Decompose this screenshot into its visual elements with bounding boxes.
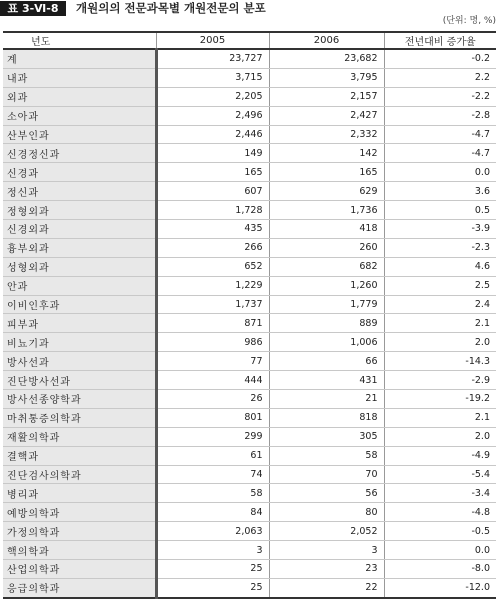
table-row — [3, 87, 496, 106]
specialty-cell: 계 — [3, 49, 156, 68]
value-2005-cell: 1,229 — [156, 276, 269, 295]
growth-rate-cell: -2.8 — [384, 106, 496, 125]
value-2005-cell: 2,446 — [156, 125, 269, 144]
table-row — [3, 49, 496, 68]
value-2006-cell: 56 — [269, 484, 384, 503]
value-2005-cell: 58 — [156, 484, 269, 503]
specialty-cell: 방사선종양학과 — [3, 390, 156, 409]
growth-rate-cell: -0.5 — [384, 522, 496, 541]
title-row — [0, 0, 500, 18]
table-row — [3, 220, 496, 239]
growth-rate-cell: -3.9 — [384, 220, 496, 239]
value-2006-cell: 682 — [269, 257, 384, 276]
specialty-cell: 신경과 — [3, 163, 156, 182]
specialty-cell: 핵의학과 — [3, 541, 156, 560]
growth-rate-cell: -2.3 — [384, 238, 496, 257]
distribution-table — [3, 31, 496, 599]
table-row — [3, 333, 496, 352]
value-2005-cell: 165 — [156, 163, 269, 182]
growth-rate-cell: 2.1 — [384, 314, 496, 333]
value-2006-cell: 2,052 — [269, 522, 384, 541]
specialty-cell: 신경외과 — [3, 220, 156, 239]
growth-rate-cell: -19.2 — [384, 390, 496, 409]
growth-rate-cell: 2.5 — [384, 276, 496, 295]
table-row — [3, 144, 496, 163]
value-2005-cell: 652 — [156, 257, 269, 276]
table-row — [3, 522, 496, 541]
unit-note: (단위: 명, %) — [442, 16, 496, 26]
growth-rate-cell: -2.9 — [384, 371, 496, 390]
table-number-tag: 표 3-Ⅵ-8 — [0, 1, 66, 16]
table-row — [3, 182, 496, 201]
value-2006-cell: 21 — [269, 390, 384, 409]
specialty-cell: 성형외과 — [3, 257, 156, 276]
header-row — [3, 32, 496, 49]
table-row — [3, 408, 496, 427]
specialty-cell: 진단방사선과 — [3, 371, 156, 390]
value-2006-cell: 22 — [269, 578, 384, 597]
value-2006-cell: 3 — [269, 541, 384, 560]
value-2005-cell: 986 — [156, 333, 269, 352]
table-row — [3, 560, 496, 579]
value-2006-cell: 1,736 — [269, 201, 384, 220]
column-header-year: 년도 — [3, 32, 156, 49]
table-row — [3, 446, 496, 465]
value-2005-cell: 444 — [156, 371, 269, 390]
specialty-cell: 흉부외과 — [3, 238, 156, 257]
value-2006-cell: 889 — [269, 314, 384, 333]
specialty-cell: 소아과 — [3, 106, 156, 125]
growth-rate-cell: 2.4 — [384, 295, 496, 314]
specialty-cell: 비뇨기과 — [3, 333, 156, 352]
value-2005-cell: 1,728 — [156, 201, 269, 220]
specialty-cell: 내과 — [3, 68, 156, 87]
table-row — [3, 465, 496, 484]
table-row — [3, 503, 496, 522]
value-2006-cell: 23,682 — [269, 49, 384, 68]
specialty-cell: 정신과 — [3, 182, 156, 201]
column-header-growth: 전년대비 증가율 — [384, 32, 496, 49]
value-2006-cell: 23 — [269, 560, 384, 579]
table-row — [3, 484, 496, 503]
value-2006-cell: 305 — [269, 427, 384, 446]
value-2005-cell: 61 — [156, 446, 269, 465]
table-row — [3, 541, 496, 560]
value-2005-cell: 2,205 — [156, 87, 269, 106]
value-2006-cell: 418 — [269, 220, 384, 239]
value-2005-cell: 25 — [156, 578, 269, 597]
table-row — [3, 238, 496, 257]
growth-rate-cell: 2.0 — [384, 333, 496, 352]
value-2005-cell: 1,737 — [156, 295, 269, 314]
value-2005-cell: 266 — [156, 238, 269, 257]
growth-rate-cell: 2.0 — [384, 427, 496, 446]
specialty-cell: 결핵과 — [3, 446, 156, 465]
table-row — [3, 257, 496, 276]
table-row — [3, 390, 496, 409]
value-2005-cell: 2,496 — [156, 106, 269, 125]
growth-rate-cell: -0.2 — [384, 49, 496, 68]
specialty-cell: 피부과 — [3, 314, 156, 333]
growth-rate-cell: -5.4 — [384, 465, 496, 484]
table-row — [3, 106, 496, 125]
growth-rate-cell: 4.6 — [384, 257, 496, 276]
value-2005-cell: 3,715 — [156, 68, 269, 87]
specialty-cell: 방사선과 — [3, 352, 156, 371]
table-row — [3, 276, 496, 295]
value-2005-cell: 607 — [156, 182, 269, 201]
specialty-cell: 응급의학과 — [3, 578, 156, 597]
specialty-cell: 산부인과 — [3, 125, 156, 144]
value-2005-cell: 26 — [156, 390, 269, 409]
table-title: 개원의의 전문과목별 개원전문의 분포 — [76, 1, 266, 15]
specialty-cell: 마취통증의학과 — [3, 408, 156, 427]
table-row — [3, 163, 496, 182]
growth-rate-cell: -4.8 — [384, 503, 496, 522]
specialty-cell: 재활의학과 — [3, 427, 156, 446]
growth-rate-cell: 0.0 — [384, 541, 496, 560]
value-2006-cell: 142 — [269, 144, 384, 163]
table-row — [3, 352, 496, 371]
growth-rate-cell: -8.0 — [384, 560, 496, 579]
growth-rate-cell: -2.2 — [384, 87, 496, 106]
table-row — [3, 371, 496, 390]
table-row — [3, 295, 496, 314]
value-2006-cell: 80 — [269, 503, 384, 522]
table-row — [3, 314, 496, 333]
value-2006-cell: 2,157 — [269, 87, 384, 106]
growth-rate-cell: 2.2 — [384, 68, 496, 87]
table-row — [3, 68, 496, 87]
value-2005-cell: 3 — [156, 541, 269, 560]
specialty-cell: 병리과 — [3, 484, 156, 503]
specialty-cell: 예방의학과 — [3, 503, 156, 522]
value-2006-cell: 3,795 — [269, 68, 384, 87]
value-2005-cell: 149 — [156, 144, 269, 163]
value-2006-cell: 2,427 — [269, 106, 384, 125]
value-2006-cell: 66 — [269, 352, 384, 371]
value-2006-cell: 1,779 — [269, 295, 384, 314]
value-2006-cell: 58 — [269, 446, 384, 465]
specialty-cell: 가정의학과 — [3, 522, 156, 541]
value-2005-cell: 77 — [156, 352, 269, 371]
specialty-cell: 진단검사의학과 — [3, 465, 156, 484]
value-2005-cell: 435 — [156, 220, 269, 239]
value-2005-cell: 25 — [156, 560, 269, 579]
growth-rate-cell: -4.7 — [384, 125, 496, 144]
value-2006-cell: 629 — [269, 182, 384, 201]
value-2005-cell: 84 — [156, 503, 269, 522]
value-2005-cell: 801 — [156, 408, 269, 427]
specialty-cell: 안과 — [3, 276, 156, 295]
table-row — [3, 201, 496, 220]
growth-rate-cell: -3.4 — [384, 484, 496, 503]
growth-rate-cell: 2.1 — [384, 408, 496, 427]
table-row — [3, 427, 496, 446]
value-2006-cell: 70 — [269, 465, 384, 484]
column-header-2005: 2005 — [156, 32, 269, 49]
growth-rate-cell: 0.5 — [384, 201, 496, 220]
value-2006-cell: 1,260 — [269, 276, 384, 295]
growth-rate-cell: -14.3 — [384, 352, 496, 371]
table-row — [3, 125, 496, 144]
growth-rate-cell: 3.6 — [384, 182, 496, 201]
value-2005-cell: 299 — [156, 427, 269, 446]
specialty-cell: 이비인후과 — [3, 295, 156, 314]
value-2006-cell: 818 — [269, 408, 384, 427]
value-2005-cell: 74 — [156, 465, 269, 484]
table-body — [3, 49, 496, 598]
value-2006-cell: 431 — [269, 371, 384, 390]
specialty-cell: 산업의학과 — [3, 560, 156, 579]
column-header-2006: 2006 — [269, 32, 384, 49]
specialty-cell: 정형외과 — [3, 201, 156, 220]
specialty-cell: 신경정신과 — [3, 144, 156, 163]
growth-rate-cell: -12.0 — [384, 578, 496, 597]
growth-rate-cell: 0.0 — [384, 163, 496, 182]
table-row — [3, 578, 496, 597]
growth-rate-cell: -4.7 — [384, 144, 496, 163]
value-2005-cell: 2,063 — [156, 522, 269, 541]
value-2005-cell: 23,727 — [156, 49, 269, 68]
value-2005-cell: 871 — [156, 314, 269, 333]
value-2006-cell: 2,332 — [269, 125, 384, 144]
growth-rate-cell: -4.9 — [384, 446, 496, 465]
value-2006-cell: 1,006 — [269, 333, 384, 352]
specialty-cell: 외과 — [3, 87, 156, 106]
value-2006-cell: 165 — [269, 163, 384, 182]
value-2006-cell: 260 — [269, 238, 384, 257]
